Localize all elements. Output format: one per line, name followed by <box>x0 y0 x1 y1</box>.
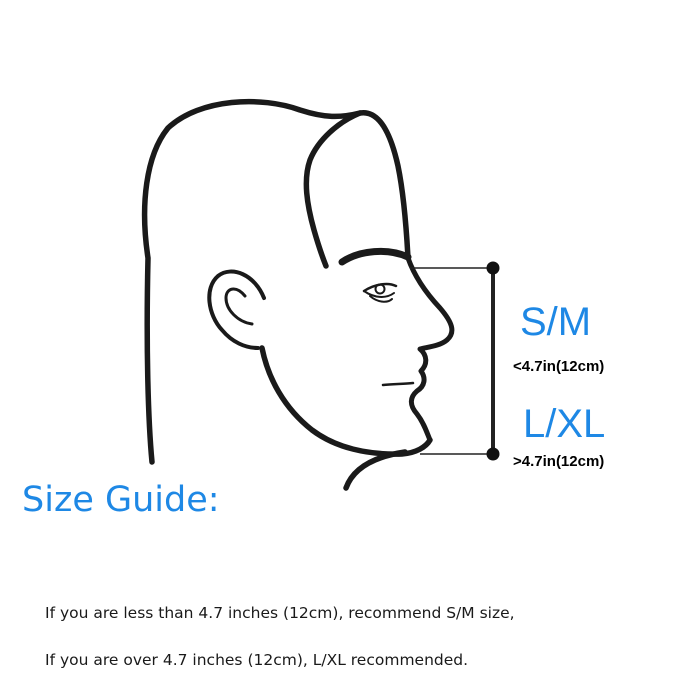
jaw-outline <box>262 348 430 454</box>
eye-iris <box>376 285 385 294</box>
skull-outline <box>145 102 408 462</box>
face-profile <box>408 258 452 440</box>
measurement-bottom-dot <box>487 448 500 461</box>
measurement-sm: <4.7in(12cm) <box>513 358 605 375</box>
measurement-top-dot <box>487 262 500 275</box>
facial-features <box>209 251 452 440</box>
head-outline <box>145 102 430 488</box>
eyebrow <box>342 251 408 262</box>
hairline <box>306 113 360 266</box>
mouth <box>383 383 413 385</box>
ear-outer <box>209 272 264 348</box>
size-note-lxl: If you are over 4.7 inches (12cm), L/XL recommended. <box>45 651 469 669</box>
size-note-sm: If you are less than 4.7 inches (12cm), recommend S/M size, <box>45 604 515 622</box>
neck-front <box>346 452 405 488</box>
size-label-lxl: L/XL <box>523 402 606 446</box>
size-label-sm: S/M <box>520 300 592 344</box>
size-guide-title: Size Guide: <box>22 480 220 520</box>
ear-inner <box>226 289 252 324</box>
measurement-lxl: >4.7in(12cm) <box>513 453 605 470</box>
